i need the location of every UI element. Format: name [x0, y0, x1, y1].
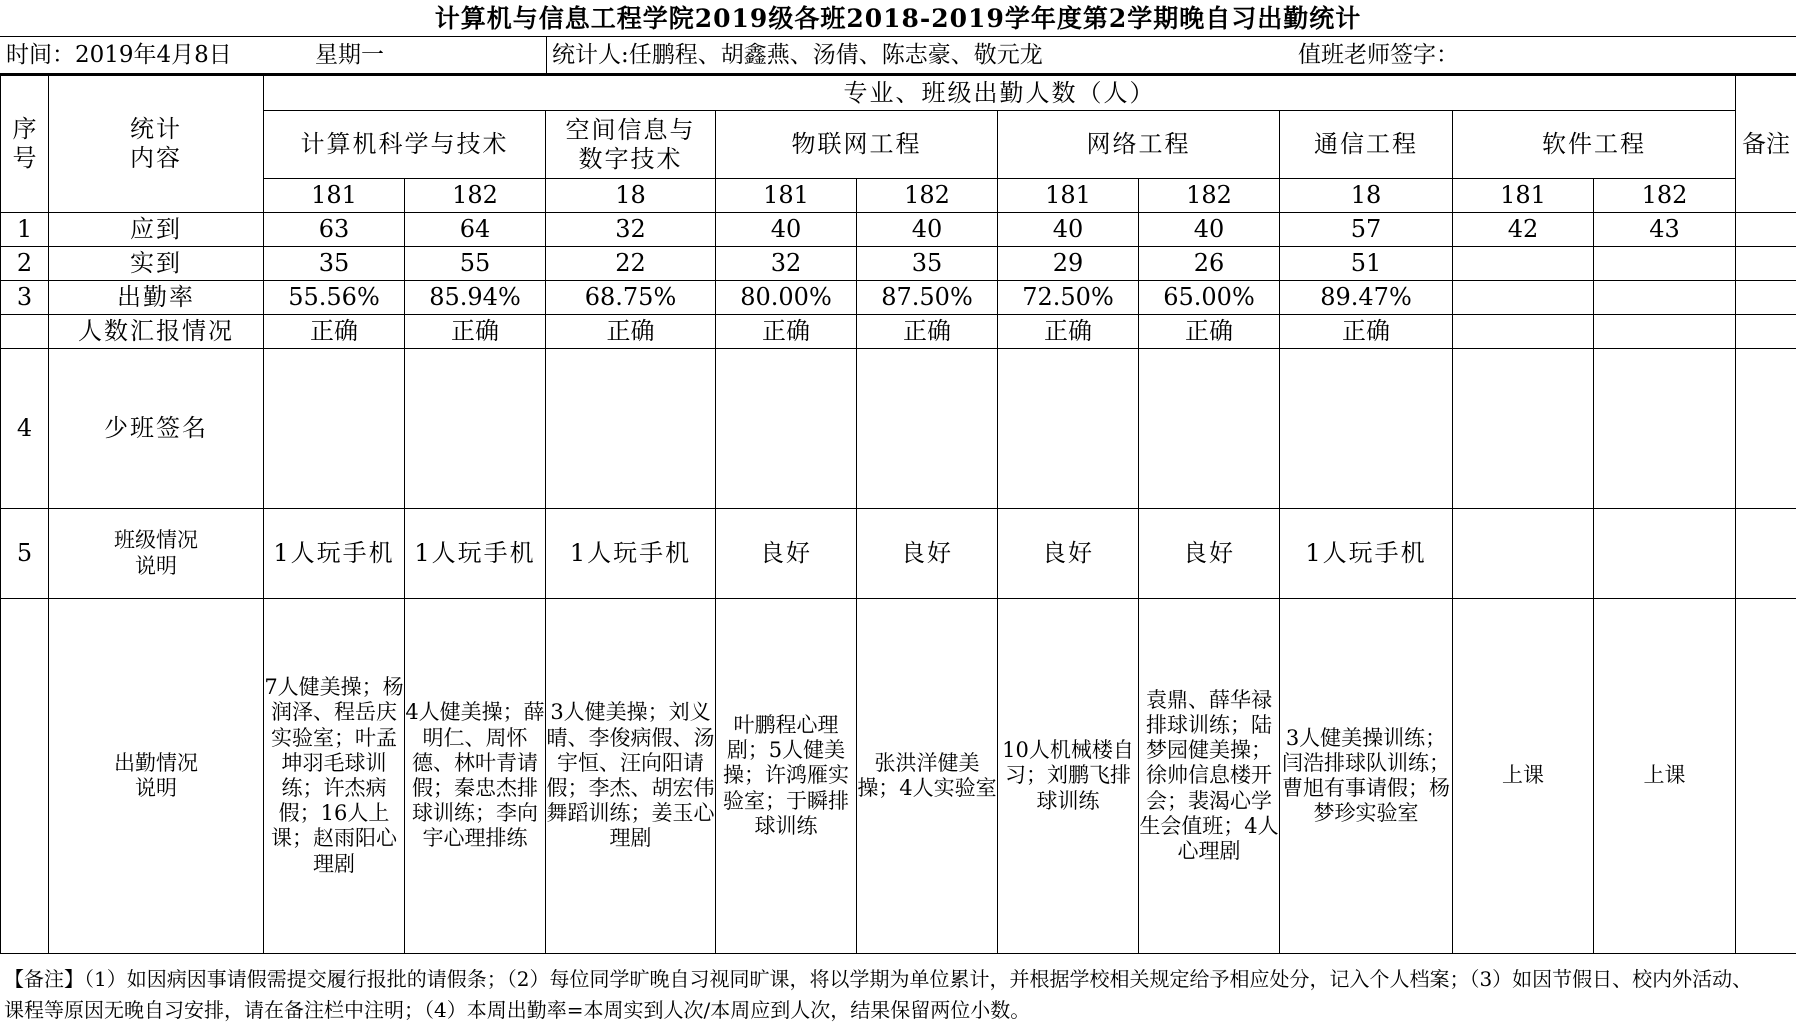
- status-cell: [1453, 509, 1594, 599]
- major-iot: 物联网工程: [716, 111, 998, 179]
- header-group: 专业、班级出勤人数（人）: [264, 76, 1736, 111]
- row-attendance: [1, 599, 1796, 954]
- status-cell: 良好: [1139, 509, 1280, 599]
- row-label: 实到: [49, 247, 264, 281]
- attendance-note-cell: 袁鼎、薛华禄排球训练；陆梦园健美操；徐帅信息楼开会；裴渴心学生会值班；4人心理剧: [1139, 599, 1280, 954]
- row-due: [1, 213, 1796, 247]
- row-number: [1, 599, 49, 954]
- attendance-table: [0, 75, 1796, 954]
- major-network: 网络工程: [998, 111, 1280, 179]
- value-cell: 正确: [716, 315, 857, 349]
- value-cell: 35: [857, 247, 998, 281]
- attendance-note-cell: 3人健美操训练；闫浩排球队训练；曹旭有事请假；杨梦珍实验室: [1280, 599, 1453, 954]
- weekday-text: 星期一: [315, 42, 384, 68]
- remark-cell: [1736, 349, 1796, 509]
- class-cell: 182: [857, 179, 998, 213]
- attendance-note-cell: 7人健美操；杨润泽、程岳庆实验室；叶孟坤羽毛球训练；许杰病假；16人上课；赵雨阳心理剧: [264, 599, 405, 954]
- sign-cell: [1139, 349, 1280, 509]
- value-cell: 87.50%: [857, 281, 998, 315]
- value-cell: 63: [264, 213, 405, 247]
- row-number: [1, 315, 49, 349]
- class-cell: 18: [546, 179, 716, 213]
- value-cell: 85.94%: [405, 281, 546, 315]
- remark-cell: [1736, 315, 1796, 349]
- class-cell: 181: [998, 179, 1139, 213]
- row-class-status: [1, 509, 1796, 599]
- class-cell: 18: [1280, 179, 1453, 213]
- attendance-note-cell: 上课: [1594, 599, 1736, 954]
- sign-cell: [546, 349, 716, 509]
- class-cell: 181: [264, 179, 405, 213]
- value-cell: 43: [1594, 213, 1736, 247]
- status-cell: 良好: [998, 509, 1139, 599]
- row-number: 5: [1, 509, 49, 599]
- value-cell: 32: [546, 213, 716, 247]
- row-label: 班级情况 说明: [49, 509, 264, 599]
- value-cell: 正确: [857, 315, 998, 349]
- class-cell: 182: [1594, 179, 1736, 213]
- value-cell: 55: [405, 247, 546, 281]
- attendance-note-cell: 10人机械楼自习；刘鹏飞排球训练: [998, 599, 1139, 954]
- status-cell: 良好: [716, 509, 857, 599]
- value-cell: 40: [857, 213, 998, 247]
- sign-cell: [1453, 349, 1594, 509]
- value-cell: 68.75%: [546, 281, 716, 315]
- value-cell: 正确: [1139, 315, 1280, 349]
- value-cell: [1453, 281, 1594, 315]
- status-cell: 1人玩手机: [1280, 509, 1453, 599]
- value-cell: [1594, 281, 1736, 315]
- value-cell: 22: [546, 247, 716, 281]
- value-cell: 正确: [1280, 315, 1453, 349]
- major-telecom: 通信工程: [1280, 111, 1453, 179]
- status-cell: 1人玩手机: [405, 509, 546, 599]
- value-cell: 29: [998, 247, 1139, 281]
- sign-cell: [716, 349, 857, 509]
- info-row: [0, 37, 1796, 75]
- remark-cell: [1736, 509, 1796, 599]
- row-sign: [1, 349, 1796, 509]
- row-label: 人数汇报情况: [49, 315, 264, 349]
- remark-cell: [1736, 213, 1796, 247]
- value-cell: 40: [1139, 213, 1280, 247]
- attendance-note-cell: 4人健美操；薛明仁、周怀德、林叶青请假；秦忠杰排球训练；李向宇心理排练: [405, 599, 546, 954]
- value-cell: 正确: [264, 315, 405, 349]
- value-cell: 65.00%: [1139, 281, 1280, 315]
- row-number: 4: [1, 349, 49, 509]
- sign-cell: [857, 349, 998, 509]
- remark-cell: [1736, 599, 1796, 954]
- value-cell: 26: [1139, 247, 1280, 281]
- info-divider: [546, 37, 547, 73]
- major-software: 软件工程: [1453, 111, 1736, 179]
- teacher-sign-label: 值班老师签字：: [1298, 42, 1459, 68]
- row-number: 2: [1, 247, 49, 281]
- row-rate: [1, 281, 1796, 315]
- row-number: 1: [1, 213, 49, 247]
- value-cell: 51: [1280, 247, 1453, 281]
- major-spatial: 空间信息与 数字技术: [546, 111, 716, 179]
- footnotes: 【备注】（1）如因病因事请假需提交履行报批的请假条；（2）每位同学旷晚自习视同旷课，将以学期为单位累计，并根据学校相关规定给予相应处分，记入个人档案；（3）如因节假日、校内外活动、课程等原因无晚自习安排，请在备注栏中注明；（4）本周出勤率=本周实到人次/本周应到人次，结果保留两位小数。: [4, 967, 1753, 1022]
- major-cs: 计算机科学与技术: [264, 111, 546, 179]
- sign-cell: [405, 349, 546, 509]
- class-cell: 182: [405, 179, 546, 213]
- status-cell: [1594, 509, 1736, 599]
- date-text: 时间：2019年4月8日: [6, 42, 232, 68]
- sheet-title: 计算机与信息工程学院2019级各班2018-2019学年度第2学期晚自习出勤统计: [0, 0, 1796, 37]
- row-label: 少班签名: [49, 349, 264, 509]
- value-cell: 55.56%: [264, 281, 405, 315]
- sign-cell: [1280, 349, 1453, 509]
- remark-cell: [1736, 281, 1796, 315]
- value-cell: 正确: [546, 315, 716, 349]
- value-cell: 40: [998, 213, 1139, 247]
- sign-cell: [264, 349, 405, 509]
- class-cell: 182: [1139, 179, 1280, 213]
- header-content: 统计 内容: [49, 76, 264, 213]
- header-remark: 备注: [1736, 76, 1796, 213]
- remark-cell: [1736, 247, 1796, 281]
- class-cell: 181: [1453, 179, 1594, 213]
- status-cell: 1人玩手机: [264, 509, 405, 599]
- value-cell: 42: [1453, 213, 1594, 247]
- value-cell: [1594, 315, 1736, 349]
- class-cell: 181: [716, 179, 857, 213]
- row-label: 应到: [49, 213, 264, 247]
- value-cell: [1453, 315, 1594, 349]
- value-cell: 32: [716, 247, 857, 281]
- sign-cell: [1594, 349, 1736, 509]
- header-seq: 序号: [1, 76, 49, 213]
- attendance-note-cell: 叶鹏程心理剧；5人健美操；许鸿雁实验室；于瞬排球训练: [716, 599, 857, 954]
- row-label: 出勤情况 说明: [49, 599, 264, 954]
- value-cell: 72.50%: [998, 281, 1139, 315]
- value-cell: 40: [716, 213, 857, 247]
- value-cell: 57: [1280, 213, 1453, 247]
- value-cell: 89.47%: [1280, 281, 1453, 315]
- row-number: 3: [1, 281, 49, 315]
- value-cell: 35: [264, 247, 405, 281]
- attendance-note-cell: 3人健美操；刘义晴、李俊病假、汤宇恒、汪向阳请假；李杰、胡宏伟舞蹈训练；姜玉心理剧: [546, 599, 716, 954]
- row-label: 出勤率: [49, 281, 264, 315]
- status-cell: 1人玩手机: [546, 509, 716, 599]
- stats-by-text: 统计人:任鹏程、胡鑫燕、汤倩、陈志豪、敬元龙: [552, 42, 1043, 68]
- value-cell: 正确: [405, 315, 546, 349]
- attendance-note-cell: 张洪洋健美操；4人实验室: [857, 599, 998, 954]
- value-cell: 正确: [998, 315, 1139, 349]
- sign-cell: [998, 349, 1139, 509]
- value-cell: 80.00%: [716, 281, 857, 315]
- row-actual: [1, 247, 1796, 281]
- value-cell: 64: [405, 213, 546, 247]
- status-cell: 良好: [857, 509, 998, 599]
- attendance-note-cell: 上课: [1453, 599, 1594, 954]
- row-report: [1, 315, 1796, 349]
- value-cell: [1453, 247, 1594, 281]
- value-cell: [1594, 247, 1736, 281]
